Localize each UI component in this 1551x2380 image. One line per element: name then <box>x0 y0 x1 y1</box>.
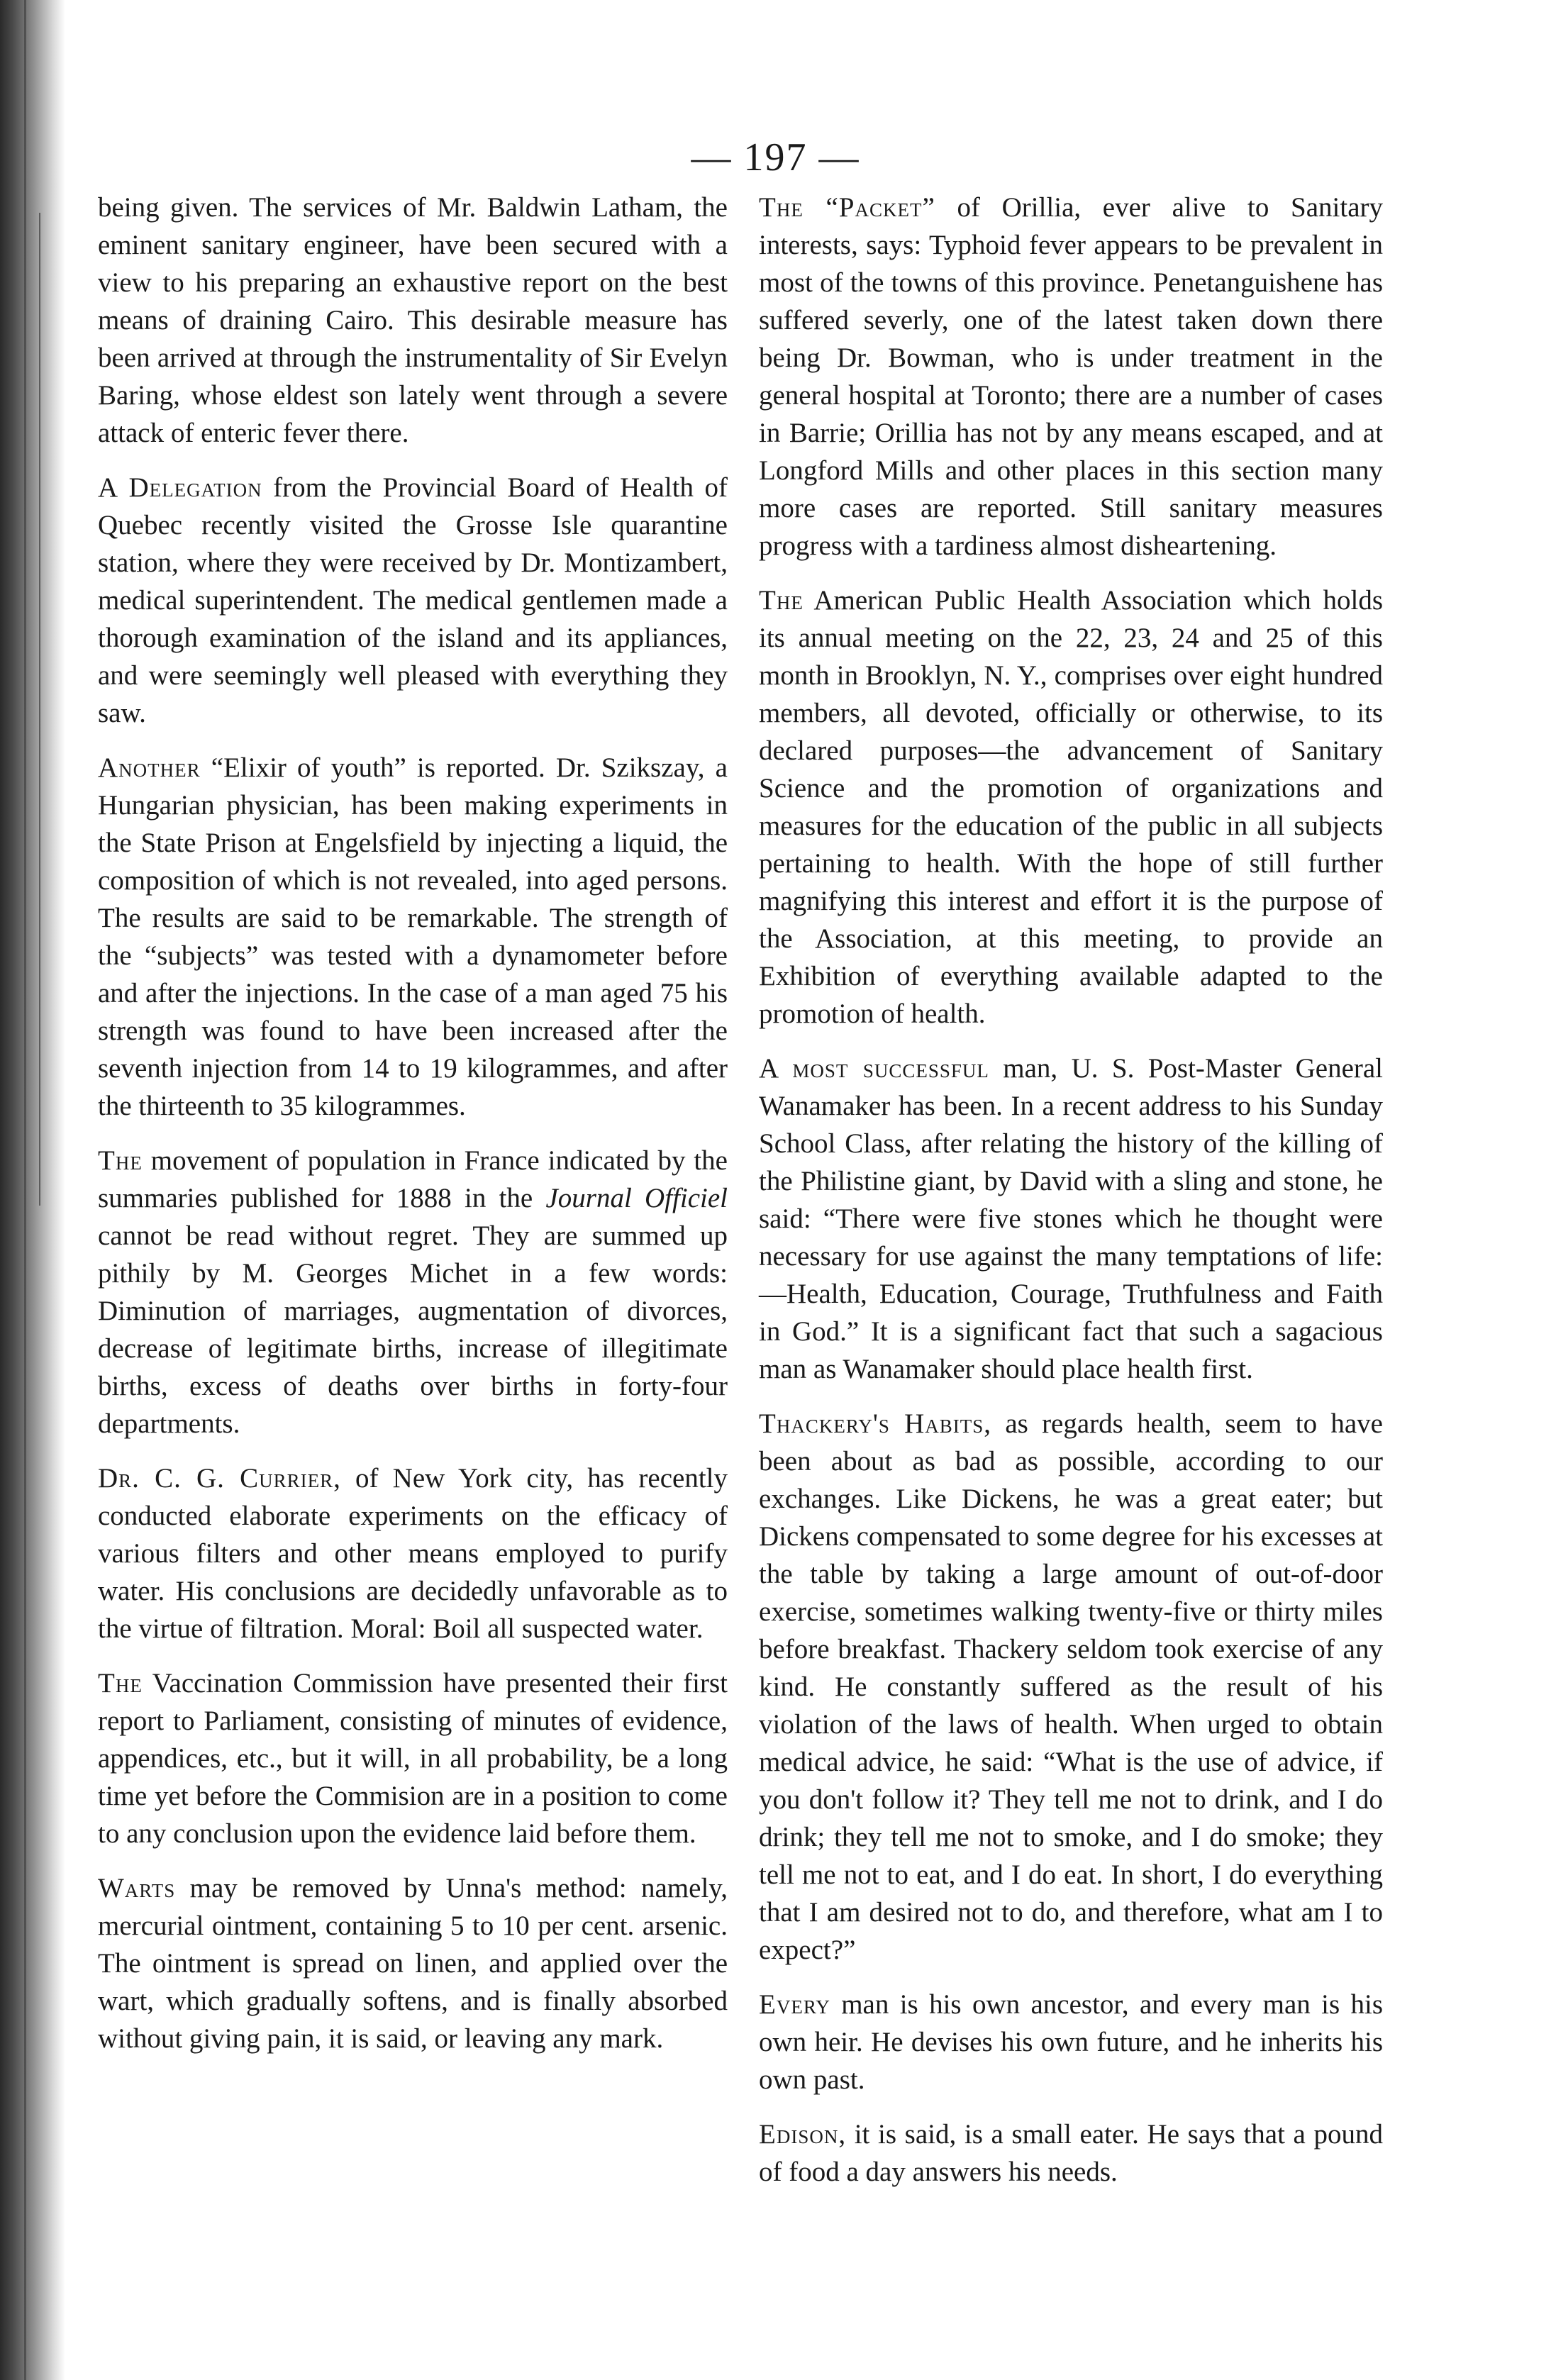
left-column <box>98 189 728 2074</box>
paragraph-currier-filters <box>98 1459 728 1647</box>
paragraph-edison <box>759 2115 1383 2191</box>
paragraph-lead: A most successful <box>759 1053 989 1084</box>
paragraph-thackery-habits <box>759 1405 1383 1969</box>
paragraph-text: may be removed by Unna's method: namely, mercurial ointment, containing 5 to 10 per cent. arsenic. The ointment is spread on linen, and applied over the wart, which gradually softens, and is finally absorbed without giving pain, it is said, or leaving any mark. <box>98 1873 728 2054</box>
paragraph-warts <box>98 1869 728 2057</box>
paragraph-lead: Dr. C. G. Currier, <box>98 1463 341 1494</box>
paragraph-lead: Every <box>759 1989 830 2020</box>
paragraph-text: cannot be read without regret. They are summed up pithily by M. Georges Michet in a few words: Diminution of marriages, augmentation of divorces, decrease of legitimate births, increase of illegitimate births, excess of deaths over births in forty-four departments. <box>98 1220 728 1439</box>
paragraph-lead: Warts <box>98 1873 176 1903</box>
paragraph-text: “Elixir of youth” is reported. Dr. Szikszay, a Hungarian physician, has been making experiments in the State Prison at Engelsfield by injecting a liquid, the composition of which is not revealed, into aged persons. The results are said to be remarkable. The strength of the “subjects” was tested with a dynamometer before and after the injections. In the case of a man aged 75 his strength was found to have been increased after the seventh injection from 14 to 19 kilogrammes, and after the thirteenth to 35 kilogrammes. <box>98 752 728 1121</box>
paragraph-lead: The “Packet” <box>759 192 935 223</box>
binding-edge <box>0 0 65 2380</box>
page-number: — 197 — <box>691 135 860 179</box>
paragraph-text: from the Provincial Board of Health of Quebec recently visited the Grosse Isle quarantine station, where they were received by Dr. Montizambert, medical superintendent. The medical gentlemen made a thorough examination of the island and its appliances, and were seemingly well pleased with everything they saw. <box>98 472 728 728</box>
paragraph-text: being given. The services of Mr. Baldwin Latham, the eminent sanitary engineer, have been secured with a view to his preparing an exhaustive report on the best means of draining Cairo. This desirable measure has been arrived at through the instrumentality of Sir Evelyn Baring, whose eldest son lately went through a severe attack of enteric fever there. <box>98 192 728 448</box>
paragraph-text: of Orillia, ever alive to Sanitary interests, says: Typhoid fever appears to be prevalent in most of the towns of this province. Penetanguishene has suffered severly, one of the latest taken down there being Dr. Bowman, who is under treatment in the general hospital at Toronto; there are a number of cases in Barrie; Orillia has not by any means escaped, and at Longford Mills and other places in this section many more cases are reported. Still sanitary measures progress with a tardiness almost disheartening. <box>759 192 1383 561</box>
paragraph-wanamaker <box>759 1050 1383 1388</box>
paragraph-text: man, U. S. Post-Master General Wanamaker has been. In a recent address to his Sunday School Class, after relating the history of the killing of the Philistine giant, by David with a sling and stone, he said: “There were five stones which he thought were necessary for use against the many temptations of life:—Health, Education, Courage, Truthfulness and Faith in God.” It is a significant fact that such a sagacious man as Wanamaker should place health first. <box>759 1053 1384 1384</box>
paragraph-baldwin-latham <box>98 189 728 452</box>
paragraph-lead: Edison, <box>759 2119 847 2150</box>
paragraph-lead: Another <box>98 752 201 783</box>
paragraph-text: it is said, is a small eater. He says that a pound of food a day answers his needs. <box>759 2119 1383 2187</box>
paragraph-population-france <box>98 1142 728 1442</box>
paragraph-lead: Thackery's Habits, <box>759 1408 992 1439</box>
paragraph-lead: The <box>759 585 804 616</box>
paragraph-packet-orillia <box>759 189 1383 565</box>
paragraph-text: movement of population in France indicated by the summaries published for 1888 in the <box>98 1145 728 1213</box>
paragraph-lead: The <box>98 1668 143 1698</box>
paragraph-delegation <box>98 469 728 732</box>
paragraph-lead: A Delegation <box>98 472 262 503</box>
paragraph-vaccination-commission <box>98 1664 728 1852</box>
paragraph-text: man is his own ancestor, and every man is his own heir. He devises his own future, and he inherits his own past. <box>759 1989 1383 2095</box>
paragraph-text: American Public Health Association which holds its annual meeting on the 22, 23, 24 and 25 of this month in Brooklyn, N. Y., comprises over eight hundred members, all devoted, officially or otherwise, to its declared purposes—the advancement of Sanitary Science and the promotion of organizations and measures for the education of the public in all subjects pertaining to health. With the hope of still further magnifying this interest and effort it is the purpose of the Association, at this meeting, to provide an Exhibition of everything available adapted to the promotion of health. <box>759 585 1383 1029</box>
paragraph-public-health-association <box>759 582 1383 1033</box>
right-column <box>759 189 1383 2208</box>
paragraph-text: as regards health, seem to have been about as bad as possible, according to our exchanges. Like Dickens, he was a great eater; but Dickens compensated to some degree for his excesses at the table by taking a large amount of out-of-door exercise, sometimes walking twenty-five or thirty miles before breakfast. Thackery seldom took exercise of any kind. He constantly suffered as the result of his violation of the laws of health. When urged to obtain medical advice, he said: “What is the use of advice, if you don't follow it? They tell me not to drink, and I do drink; they tell me not to smoke, and I do smoke; they tell me not to eat, and I do eat. In short, I do everything that I am desired not to do, and therefore, what am I to expect?” <box>759 1408 1383 1965</box>
paragraph-every-man <box>759 1986 1383 2098</box>
paragraph-lead: The <box>98 1145 143 1176</box>
paragraph-elixir-of-youth <box>98 749 728 1125</box>
paragraph-text: of New York city, has recently conducted elaborate experiments on the efficacy of various filters and other means employed to purify water. His conclusions are decidedly unfavorable as to the virtue of filtration. Moral: Boil all suspected water. <box>98 1463 728 1644</box>
journal-title: Journal Officiel <box>545 1183 728 1213</box>
paragraph-text: Vaccination Commission have presented their first report to Parliament, consisting of minutes of evidence, appendices, etc., but it will, in all probability, be a long time yet before the Commision are in a position to come to any conclusion upon the evidence laid before them. <box>98 1668 728 1849</box>
